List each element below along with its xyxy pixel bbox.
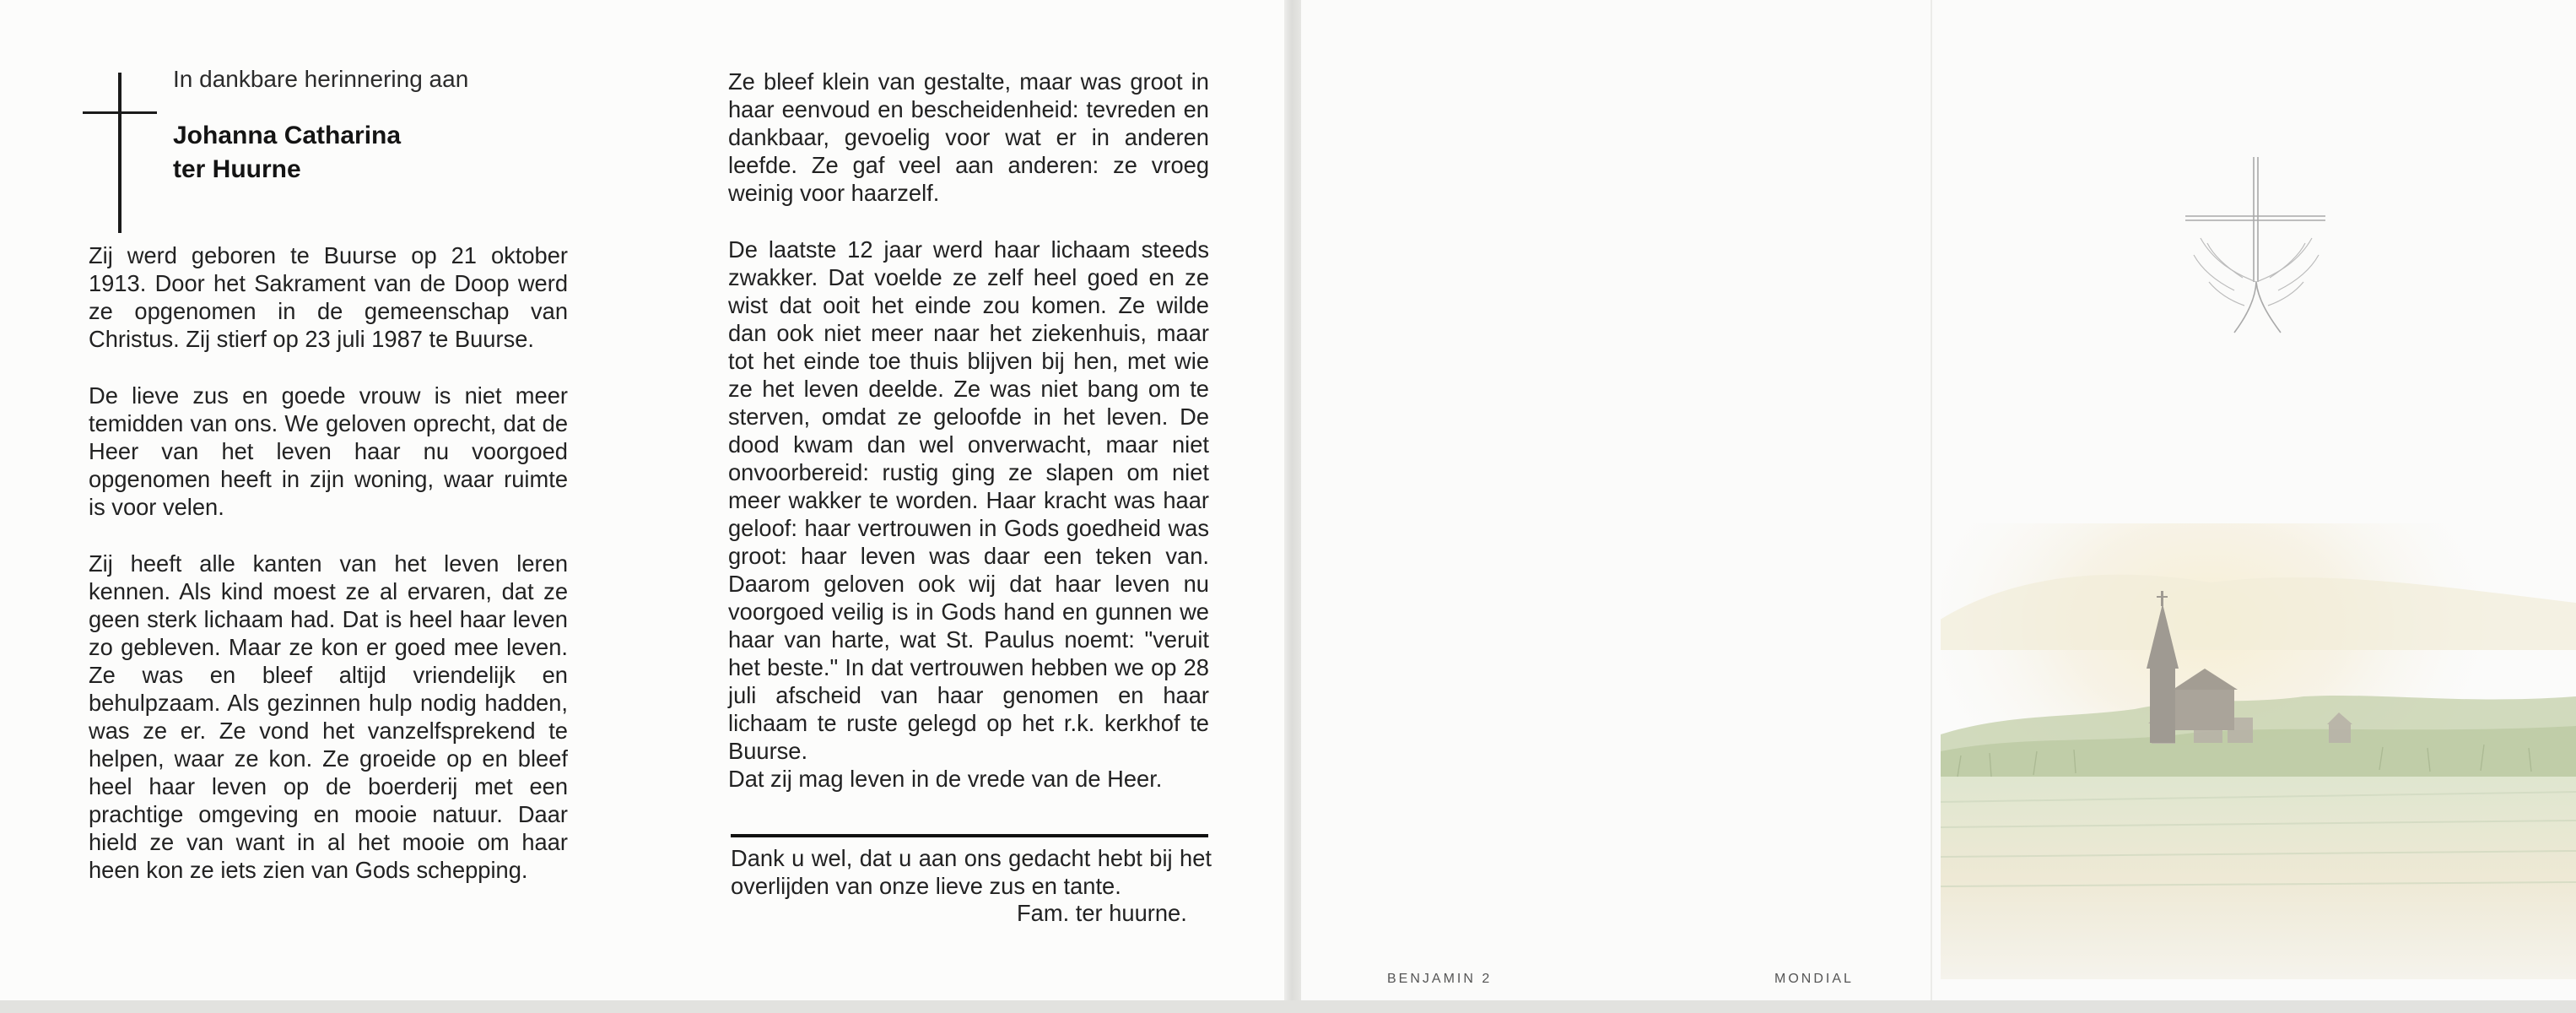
intro-text: In dankbare herinnering aan bbox=[173, 66, 469, 92]
text-column-right bbox=[728, 68, 1209, 793]
bottom-edge bbox=[0, 1000, 2576, 1013]
deceased-name-line-2: ter Huurne bbox=[173, 155, 301, 183]
paragraph-last-years: De laatste 12 jaar werd haar lichaam steeds zwakker. Dat voelde ze zelf heel goed en ze wist dat ooit het einde zou komen. Ze wilde dan ook niet meer naar het ziekenhuis, maar tot het einde toe thuis blijven bij hen, met wie ze het leven deelde. Ze was niet bang om te sterven, omdat ze geloofde in het leven. De dood kwam dan wel onverwacht, maar niet onvoorbereid: rustig ging ze slapen om niet meer wakker te worden. Haar kracht was haar geloof: haar vertrouwen in Gods goedheid was groot: haar leven was daar een teken van. Daarom geloven ook wij dat haar leven nu voorgoed veilig is in Gods hand en gunnen we haar van harte, wat St. Paulus noemt: "veruit het beste." In dat vertrouwen hebben we op 28 juli afscheid van haar genomen en haar lichaam te ruste gelegd op het r.k. kerkhof te Buurse. bbox=[728, 236, 1209, 764]
footer-series-label: BENJAMIN 2 bbox=[1387, 972, 1493, 986]
paragraph-life: Zij heeft alle kanten van het leven leren kennen. Als kind moest ze al ervaren, dat ze geen sterk lichaam had. Dat is heel haar leven zo gebleven. Maar ze kon er goed mee leven. Ze was en bleef altijd vriendelijk en behulpzaam. Als gezinnen hulp nodig hadden, was ze er. Ze vond het vanzelfsprekend te helpen, waar ze kon. Ze groeide op en bleef heel haar leven op de boerderij met een prachtige omgeving en mooie natuur. Daar hield ze van want in al het mooie om haar heen kon ze iets zien van Gods schepping. bbox=[89, 550, 568, 883]
fold-gap bbox=[1284, 0, 1301, 1013]
cover-fold-line bbox=[1931, 0, 1932, 1013]
thanks-block bbox=[731, 844, 1212, 900]
family-signature: Fam. ter huurne. bbox=[1017, 900, 1187, 926]
village-church-landscape-illustration bbox=[1941, 523, 2576, 979]
deceased-name-line-1: Johanna Catharina bbox=[173, 122, 402, 149]
divider-rule bbox=[731, 834, 1208, 837]
footer-publisher-label: MONDIAL bbox=[1774, 972, 1854, 986]
text-column-left bbox=[89, 241, 568, 913]
paragraph-birth: Zij werd geboren te Buurse op 21 oktober 1913. Door het Sakrament van de Doop werd ze opgenomen in de gemeenschap van Christus. Zij stierf op 23 juli 1987 te Buurse. bbox=[89, 242, 568, 352]
thanks-text: Dank u wel, dat u aan ons gedacht hebt bij het overlijden van onze lieve zus en tante. bbox=[731, 845, 1212, 899]
cross-palm-emblem-icon bbox=[2184, 155, 2327, 341]
paragraph-character: Ze bleef klein van gestalte, maar was groot in haar eenvoud en bescheidenheid: tevreden en dankbaar, gevoelig voor wat er in anderen leefde. Ze gaf veel aan anderen: ze vroeg weinig voor haarzelf. bbox=[728, 68, 1209, 206]
cross-icon bbox=[83, 73, 159, 233]
closing-line: Dat zij mag leven in de vrede van de Heer. bbox=[728, 766, 1163, 792]
paragraph-faith: De lieve zus en goede vrouw is niet meer temidden van ons. We geloven oprecht, dat de Heer van het leven haar nu voorgoed opgenomen heeft in zijn woning, waar ruimte is voor velen. bbox=[89, 382, 568, 520]
